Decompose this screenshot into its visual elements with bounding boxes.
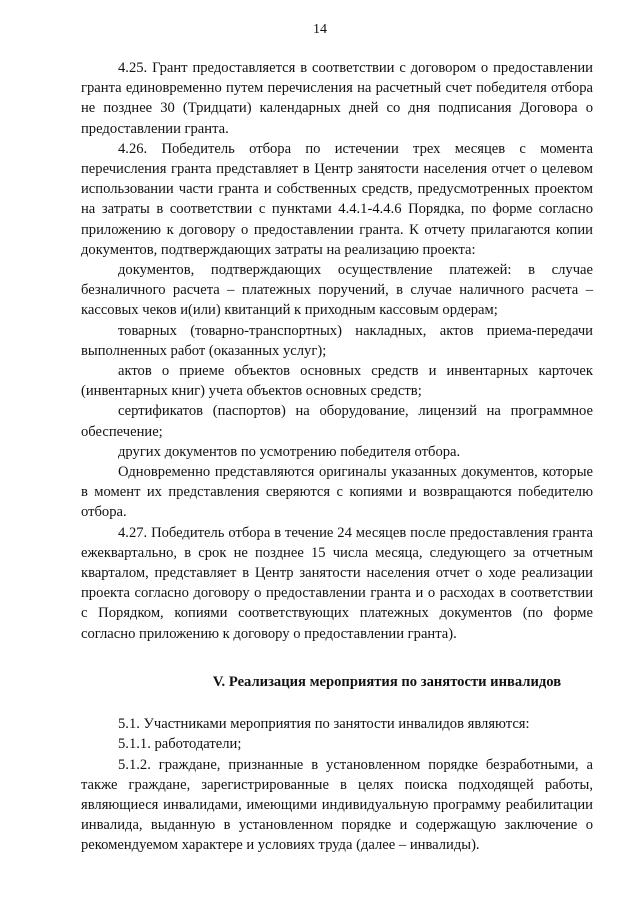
list-item-waybills: товарных (товарно-транспортных) накладных, актов приема-передачи выполненных работ (оказанных услуг); — [81, 322, 593, 359]
document-body — [81, 58, 593, 856]
paragraph-5-1-1: 5.1.1. работодатели; — [118, 736, 242, 753]
list-item-other-docs: других документов по усмотрению победителя отбора. — [118, 443, 461, 460]
list-item-certificates: сертификатов (паспортов) на оборудование, лицензий на программное обеспечение; — [81, 403, 593, 440]
paragraph-5-1: 5.1. Участниками мероприятия по занятости инвалидов являются: — [118, 716, 530, 733]
list-item-payment-docs: документов, подтверждающих осуществление платежей: в случае безналичного расчета – платежных поручений, в случае наличного расчета – кассовых чеков и(или) квитанций к приходным кассовым ордерам; — [81, 262, 593, 319]
paragraph-5-1-2: 5.1.2. граждане, признанные в установленном порядке безработными, а также граждане, зарегистрированные в целях поиска подходящей работы, являющиеся инвалидами, имеющими индивидуальную программу реабилитации инвалида, выданную в установленном порядке и содержащую заключение о рекомендуемом характере и условиях труда (далее – инвалиды). — [81, 756, 593, 854]
paragraph-4-25: 4.25. Грант предоставляется в соответствии с договором о предоставлении гранта единовременно путем перечисления на расчетный счет победителя отбора не позднее 30 (Тридцати) календарных дней со дня подписания Договора о предоставлении гранта. — [81, 60, 593, 137]
page-number: 14 — [313, 22, 327, 37]
paragraph-originals: Одновременно представляются оригиналы указанных документов, которые в момент их представления сверяются с копиями и возвращаются победителю отбора. — [81, 464, 593, 521]
list-item-fixed-assets: актов о приеме объектов основных средств и инвентарных карточек (инвентарных книг) учета объектов основных средств; — [81, 363, 593, 400]
paragraph-4-26: 4.26. Победитель отбора по истечении трех месяцев с момента перечисления гранта представляет в Центр занятости населения отчет о целевом использовании части гранта и собственных средств, предусмотренных проектом на затраты в соответствии с пунктами 4.4.1-4.4.6 Порядка, по форме согласно приложению к договору о предоставлении гранта. К отчету прилагаются копии документов, подтверждающих затраты на реализацию проекта: — [81, 140, 593, 258]
paragraph-4-27: 4.27. Победитель отбора в течение 24 месяцев после предоставления гранта ежеквартально, в срок не позднее 15 числа месяца, следующего за отчетным кварталом, представляет в Центр занятости населения отчет о ходе реализации проекта согласно договору о предоставлении гранта и о расходах в соответствии с Порядком, копиями соответствующих платежных документов (по форме согласно приложению к договору о предоставлении гранта). — [81, 524, 593, 642]
section-heading: V. Реализация мероприятия по занятости инвалидов — [212, 673, 562, 690]
